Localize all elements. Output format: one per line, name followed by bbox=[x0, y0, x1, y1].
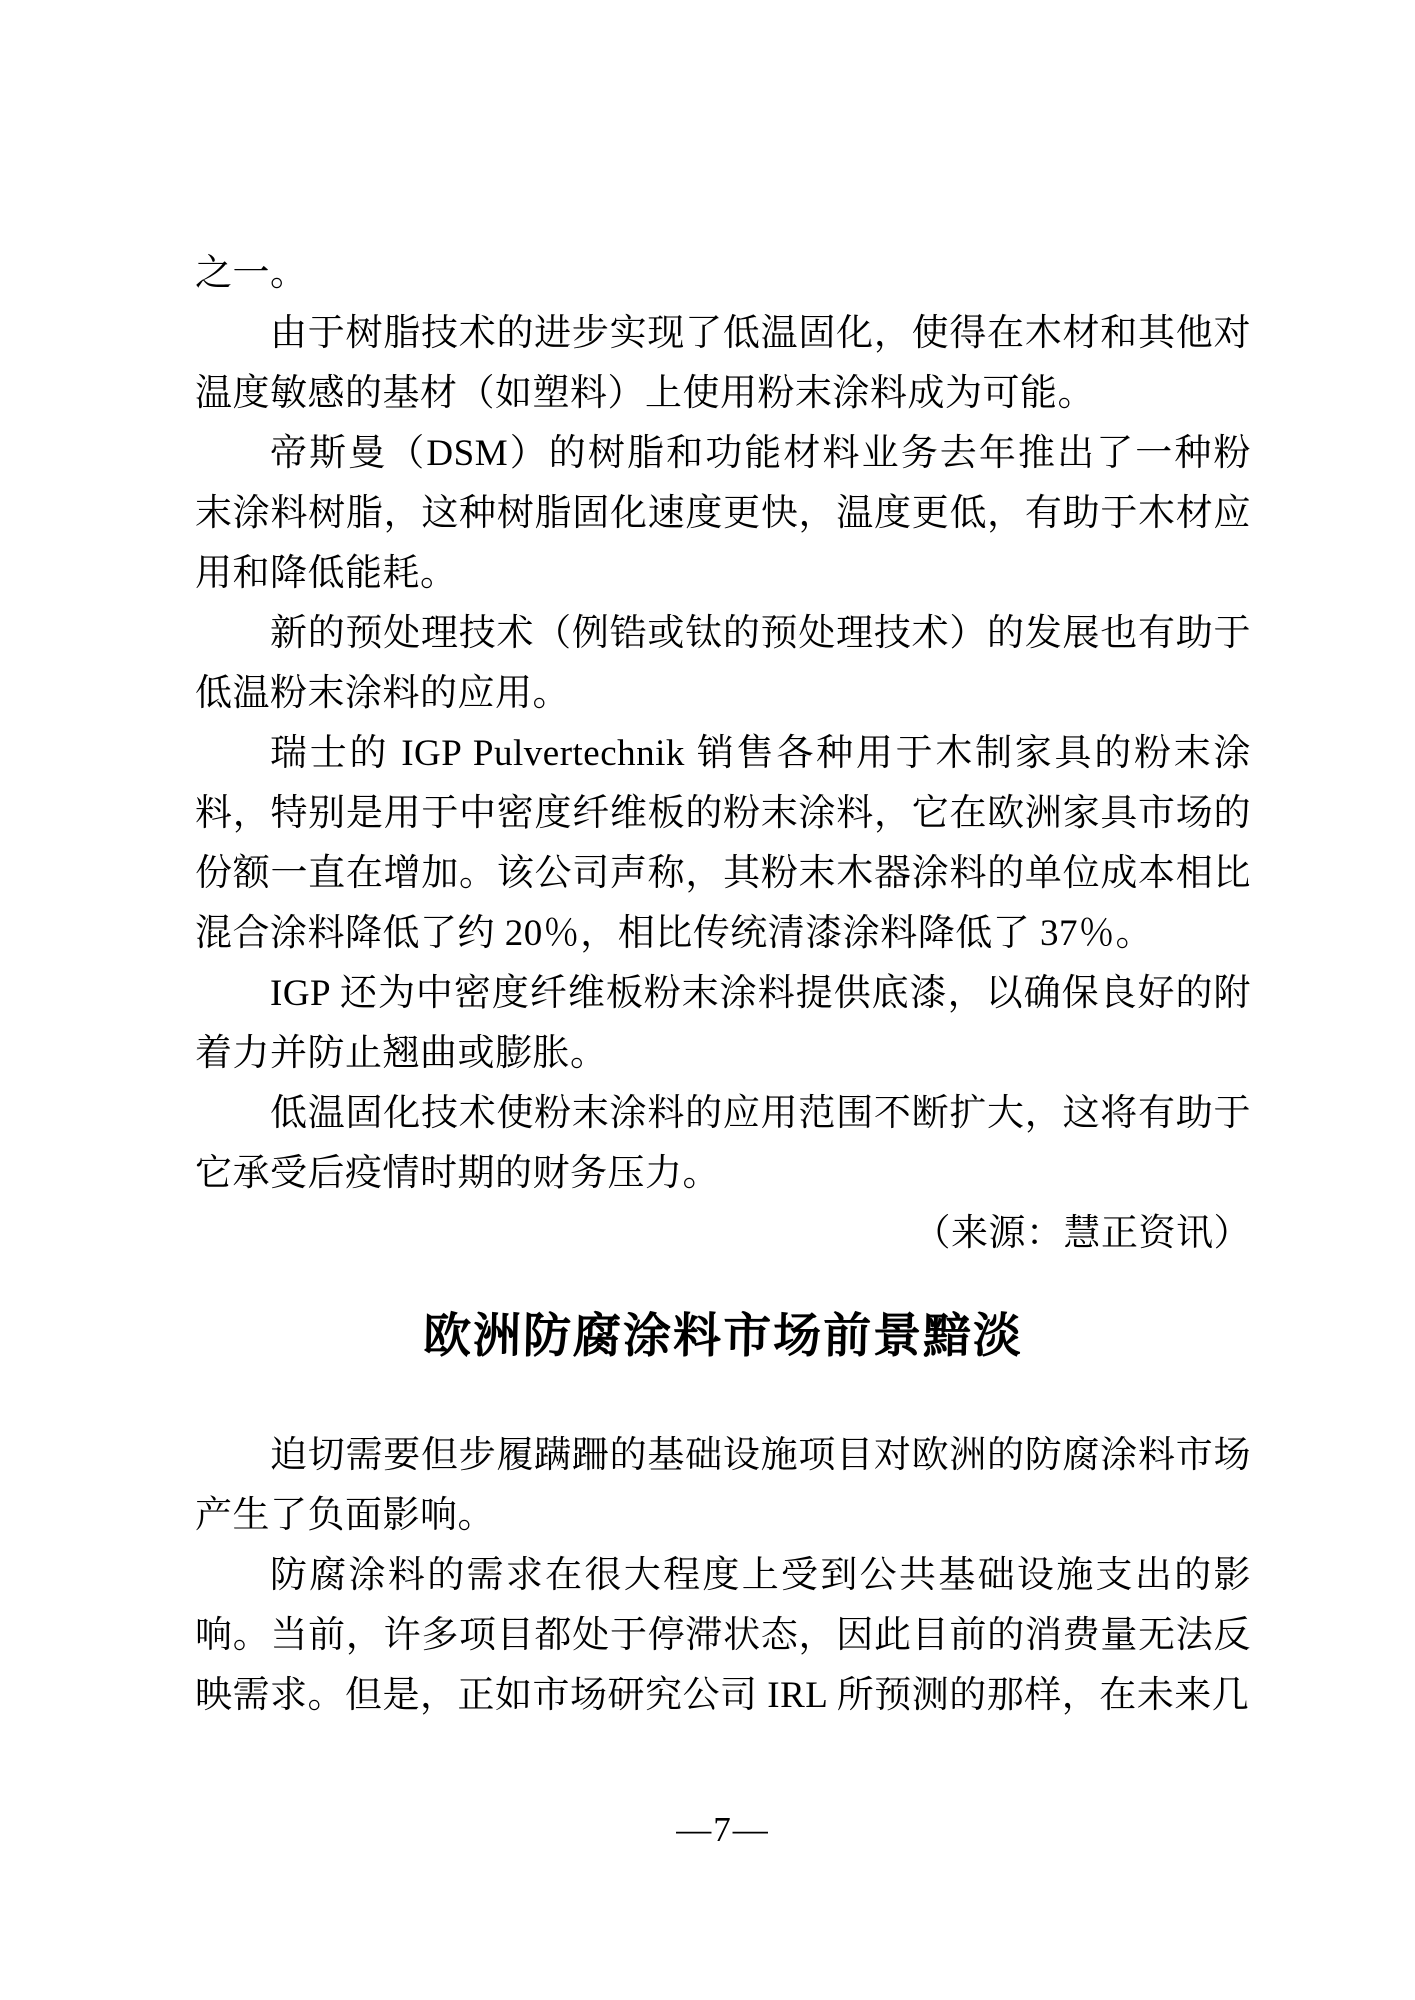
body-paragraph: 由于树脂技术的进步实现了低温固化，使得在木材和其他对温度敏感的基材（如塑料）上使用粉末涂料成为可能。 bbox=[195, 313, 1251, 414]
section-heading: 欧洲防腐涂料市场前景黯淡 bbox=[422, 1310, 1024, 1363]
source-attribution: （来源：慧正资讯） bbox=[913, 1213, 1251, 1254]
body-paragraph: 帝斯曼（DSM）的树脂和功能材料业务去年推出了一种粉末涂料树脂，这种树脂固化速度更快，温度更低，有助于木材应用和降低能耗。 bbox=[195, 433, 1251, 594]
body-paragraph: 之一。 bbox=[195, 253, 308, 294]
page-number: —7— bbox=[676, 1810, 770, 1849]
body-paragraph: IGP 还为中密度纤维板粉末涂料提供底漆，以确保良好的附着力并防止翘曲或膨胀。 bbox=[195, 973, 1251, 1074]
body-paragraph: 瑞士的 IGP Pulvertechnik 销售各种用于木制家具的粉末涂料，特别是用于中密度纤维板的粉末涂料，它在欧洲家具市场的份额一直在增加。该公司声称，其粉末木器涂料的单位成本相比混合涂料降低了约 20％，相比传统清漆涂料降低了 37％。 bbox=[195, 733, 1251, 954]
body-paragraph: 新的预处理技术（例锆或钛的预处理技术）的发展也有助于低温粉末涂料的应用。 bbox=[195, 613, 1251, 714]
body-paragraph: 低温固化技术使粉末涂料的应用范围不断扩大，这将有助于它承受后疫情时期的财务压力。 bbox=[195, 1093, 1251, 1194]
content-area bbox=[195, 244, 1251, 1850]
body-paragraph: 迫切需要但步履蹒跚的基础设施项目对欧洲的防腐涂料市场产生了负面影响。 bbox=[195, 1435, 1251, 1536]
body-paragraph: 防腐涂料的需求在很大程度上受到公共基础设施支出的影响。当前，许多项目都处于停滞状态，因此目前的消费量无法反映需求。但是，正如市场研究公司 IRL 所预测的那样，在未来几 bbox=[195, 1555, 1251, 1716]
